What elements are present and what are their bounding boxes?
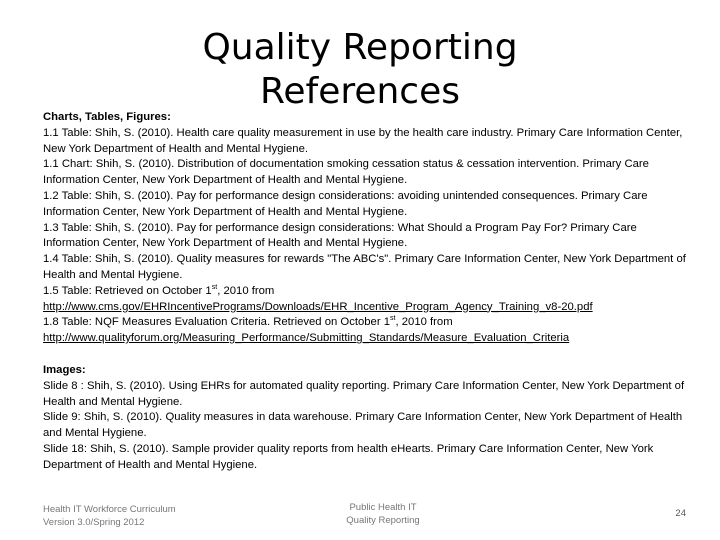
image-reference-item: Slide 9: Shih, S. (2010). Quality measures in data warehouse. Primary Care Information Center, New York Department of Health and Mental Hygiene. bbox=[43, 411, 683, 440]
footer-component: Public Health IT bbox=[349, 502, 417, 513]
image-reference-item: Slide 8 : Shih, S. (2010). Using EHRs for automated quality reporting. Primary Care Information Center, New York Department of Health and Mental Hygiene. bbox=[43, 379, 685, 408]
reference-text: , 2010 from bbox=[395, 316, 453, 329]
references-body bbox=[43, 110, 693, 474]
reference-text: 1.8 Table: NQF Measures Evaluation Criteria. Retrieved on October 1 bbox=[43, 316, 391, 329]
footer-unit: Quality Reporting bbox=[346, 515, 420, 526]
title-line-2: References bbox=[259, 71, 461, 112]
ordinal-suffix: st bbox=[390, 315, 396, 323]
cms-link[interactable]: http://www.cms.gov/EHRIncentivePrograms/Downloads/EHR_Incentive_Program_Agency_Training_v8-20.pdf bbox=[43, 300, 593, 313]
ordinal-suffix: st bbox=[211, 284, 218, 291]
reference-text: , 2010 from bbox=[217, 284, 275, 297]
reference-item: 1.3 Table: Shih, S. (2010). Pay for performance design considerations: What Should a Program Pay For? Primary Care Information Center, New York Department of Health and Mental Hygiene. bbox=[43, 221, 637, 250]
footer-curriculum bbox=[43, 503, 176, 529]
section-spacer bbox=[43, 347, 693, 363]
reference-item: 1.1 Chart: Shih, S. (2010). Distribution of documentation smoking cessation status & cessation intervention. Primary Care Information Center, New York Department of Health and Mental Hygiene. bbox=[43, 158, 649, 187]
slide-title bbox=[160, 26, 560, 114]
reference-text: 1.5 Table: Retrieved on October 1 bbox=[43, 284, 212, 297]
title-line-1: Quality Reporting bbox=[202, 27, 518, 68]
footer-version: Version 3.0/Spring 2012 bbox=[43, 517, 145, 528]
images-heading: Images: bbox=[43, 363, 86, 376]
page-number: 24 bbox=[675, 508, 686, 519]
reference-item bbox=[43, 315, 693, 347]
reference-item: 1.2 Table: Shih, S. (2010). Pay for performance design considerations: avoiding unintended consequences. Primary Care Information Center, New York Department of Health and Mental Hygiene. bbox=[43, 189, 648, 218]
reference-item bbox=[43, 284, 693, 316]
charts-heading: Charts, Tables, Figures: bbox=[43, 111, 171, 123]
footer-topic bbox=[300, 501, 466, 527]
footer-curriculum-name: Health IT Workforce Curriculum bbox=[43, 504, 176, 515]
qualityforum-link[interactable]: http://www.qualityforum.org/Measuring_Performance/Submitting_Standards/Measure_Evaluation_Criteria bbox=[43, 332, 570, 345]
reference-item: 1.4 Table: Shih, S. (2010). Quality measures for rewards "The ABC's". Primary Care Information Center, New York Department of Health and Mental Hygiene. bbox=[43, 253, 686, 281]
image-reference-item: Slide 18: Shih, S. (2010). Sample provider quality reports from health eHearts. Primary Care Information Center, New York Department of Health and Mental Hygiene. bbox=[43, 442, 654, 471]
reference-item: 1.1 Table: Shih, S. (2010). Health care quality measurement in use by the health care industry. Primary Care Information Center, New York Department of Health and Mental Hygiene. bbox=[43, 126, 683, 155]
